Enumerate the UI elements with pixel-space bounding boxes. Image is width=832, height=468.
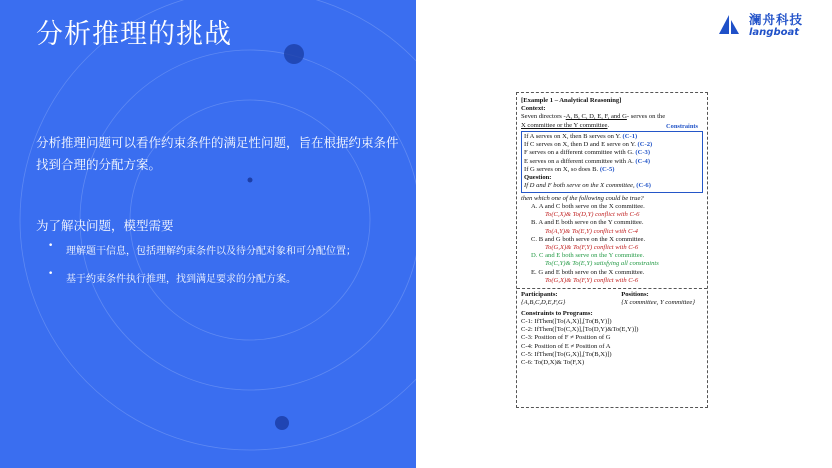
option-note: To(A,Y)& To(E,Y) conflict with C-4 [545, 227, 638, 235]
participants-value: {A,B,C,D,E,F,G} [521, 299, 566, 307]
positions-value: {X committee, Y committee} [621, 299, 695, 307]
context-line-2: X committee or the Y committee. [521, 121, 610, 129]
participants-positions [521, 291, 703, 307]
bullet-list [66, 242, 356, 298]
constraints-tag: Constraints [666, 122, 698, 130]
program-line: C-3: Position of F ≠ Position of G [521, 334, 611, 342]
option-note: To(C,Y)& To(E,Y) satisfying all constraints [545, 260, 659, 268]
participants-label: Participants: [521, 291, 558, 299]
program-line: C-4: Position of E ≠ Position of A [521, 342, 611, 350]
constraint-line: E serves on a different committee with A. (C-4) [524, 157, 651, 165]
question-line-2: then which one of the following could be true? [521, 194, 644, 202]
program-line: C-5: IfThen([To(G,X)],[To(B,X)]) [521, 350, 612, 358]
constraint-line: F serves on a different committee with G. (C-3) [524, 149, 651, 157]
example-heading: [Example 1 – Analytical Reasoning] [521, 97, 622, 104]
constraint-line: If A serves on X, then B serves on Y. (C-1) [524, 132, 638, 140]
option-text: C. B and G both serve on the X committee. [531, 235, 646, 243]
logo-text-cn: 澜舟科技 [749, 12, 804, 27]
example-figure [516, 92, 708, 408]
boat-logo-icon [716, 12, 742, 38]
program-line: C-1: IfThen([To(A,X)],[To(B,Y)]) [521, 317, 612, 325]
constraint-line: If C serves on X, then D and E serve on Y. (C-2) [524, 141, 653, 149]
intro-paragraph: 分析推理问题可以看作约束条件的满足性问题，旨在根据约束条件找到合理的分配方案。 [36, 135, 399, 172]
option-note: To(C,X)& To(D,Y) conflict with C-6 [545, 211, 640, 219]
option-text: E. G and E both serve on the X committee. [531, 268, 645, 276]
option-note: To(G,X)& To(F,Y) conflict with C-6 [545, 276, 639, 284]
langboat-logo [716, 10, 816, 40]
programs-label: Constraints to Programs: [521, 309, 593, 317]
slide-title: 分析推理的挑战 [36, 19, 232, 50]
context-line-1: Seven directors -A, B, C, D, E, F, and G- serves on the [521, 113, 666, 121]
option-text: B. A and E both serve on the Y committee. [531, 219, 644, 227]
program-line: C-2: IfThen([To(C,X)],[To(D,Y)&To(E,Y)]) [521, 326, 639, 334]
option-text: A. A and C both serve on the X committee. [531, 202, 645, 210]
option-text: D. C and E both serve on the Y committee. [531, 252, 645, 260]
positions-label: Positions: [621, 291, 649, 299]
option-note: To(G,X)& To(F,Y) conflict with C-6 [545, 243, 639, 251]
constraint-line: If G serves on X, so does B. (C-5) [524, 165, 615, 173]
context-label: Context: [521, 105, 546, 113]
program-line: C-6: To(D,X)& To(F,X) [521, 359, 585, 367]
question-label: Question: [524, 174, 552, 182]
bullet-item: • 基于约束条件执行推理，找到满足要求的分配方案。 [66, 270, 356, 285]
divider [517, 288, 707, 289]
bullet-item: • 理解题干信息，包括理解约束条件以及待分配对象和可分配位置； [66, 242, 356, 257]
logo-text-en: langboat [749, 27, 800, 38]
subheading: 为了解决问题，模型需要 [36, 218, 174, 233]
question-line-1: If D and F both serve on the X committee, (C-6) [524, 182, 651, 190]
